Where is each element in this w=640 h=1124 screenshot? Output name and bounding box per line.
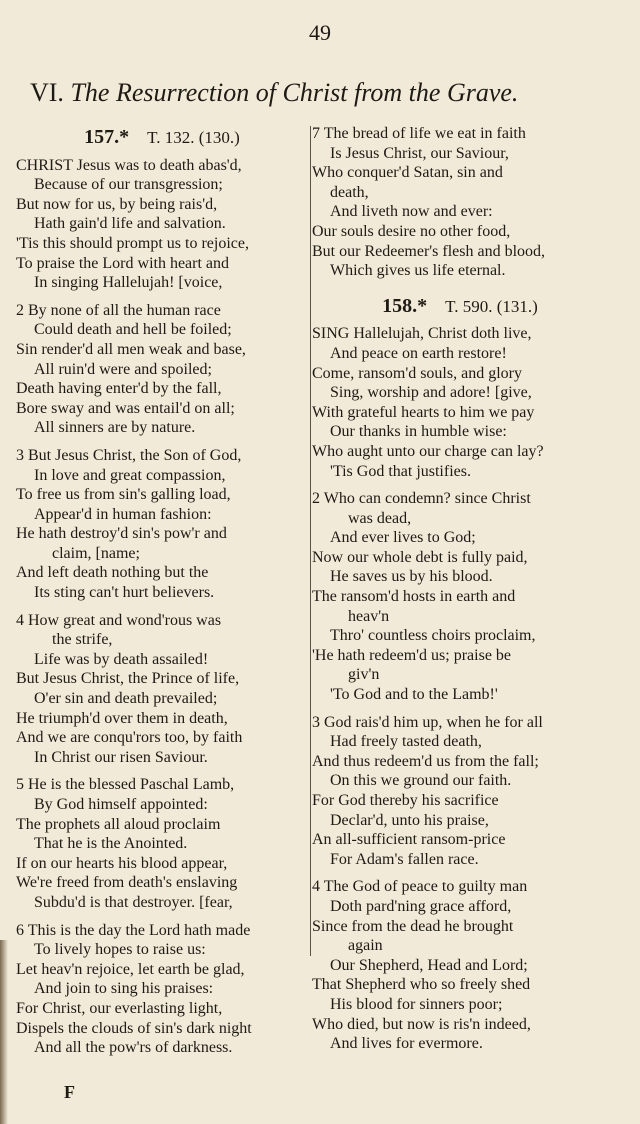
signature-mark: F: [64, 1082, 75, 1102]
verse-line: All ruin'd were and spoiled;: [34, 360, 212, 378]
verse-line: And lives for evermore.: [330, 1035, 483, 1053]
verse-line: And peace on earth restore!: [330, 344, 507, 362]
hymn-157-stanza-5: [16, 775, 308, 912]
verse-line: His blood for sinners poor;: [330, 995, 503, 1013]
verse-line: Who aught unto our charge can lay?: [312, 442, 544, 460]
verse-line: Come, ransom'd souls, and glory: [312, 364, 522, 382]
verse-line: Its sting can't hurt believers.: [34, 584, 215, 602]
verse-line: And thus redeem'd us from the fall;: [312, 752, 539, 770]
hymn-158-stanza-1: [312, 324, 608, 481]
verse-line: He hath destroy'd sin's pow'r and: [16, 525, 227, 543]
hymn-158-stanza-4: [312, 877, 608, 1053]
verse-line: And ever lives to God;: [330, 529, 476, 547]
verse-line: Declar'd, unto his praise,: [330, 811, 489, 829]
hymn-157-stanza-6: [16, 921, 308, 1058]
column-divider: [310, 126, 311, 956]
verse-line: With grateful hearts to him we pay: [312, 403, 535, 421]
right-column: [312, 124, 608, 1062]
verse-line: And join to sing his praises:: [34, 980, 214, 998]
verse-line: Appear'd in human fashion:: [34, 505, 212, 523]
verse-line: In singing Hallelujah! [voice,: [34, 274, 223, 292]
verse-line: All sinners are by nature.: [34, 419, 196, 437]
verse-line: Is Jesus Christ, our Saviour,: [330, 144, 509, 162]
verse-line: 4 How great and wond'rous was: [16, 611, 222, 629]
verse-line: To lively hopes to raise us:: [34, 941, 206, 959]
verse-line: If on our hearts his blood appear,: [16, 854, 228, 872]
verse-line: He triumph'd over them in death,: [16, 709, 228, 727]
verse-line: We're freed from death's enslaving: [16, 874, 238, 892]
verse-line: Let heav'n rejoice, let earth be glad,: [16, 960, 245, 978]
verse-line: giv'n: [348, 666, 380, 684]
verse-line: 4 The God of peace to guilty man: [312, 878, 528, 896]
hymn-157-stanza-4: [16, 611, 308, 768]
verse-line: 'Tis God that justifies.: [330, 462, 471, 480]
verse-line: 7 The bread of life we eat in faith: [312, 125, 526, 142]
verse-line: 6 This is the day the Lord hath made: [16, 921, 251, 939]
verse-line: again: [348, 937, 383, 955]
verse-line: To praise the Lord with heart and: [16, 254, 230, 272]
verse-line: 3 But Jesus Christ, the Son of God,: [16, 446, 242, 464]
verse-line: Our thanks in humble wise:: [330, 423, 507, 441]
verse-line: Since from the dead he brought: [312, 917, 514, 935]
section-title-text: The Resurrection of Christ from the Grave.: [70, 78, 519, 107]
verse-line: The ransom'd hosts in earth and: [312, 588, 516, 606]
hymn-157-stanza-1: [16, 156, 308, 293]
hymn-157-stanza-7: [312, 124, 608, 281]
verse-line: Dispels the clouds of sin's dark night: [16, 1019, 252, 1037]
page-edge-shadow: [0, 940, 8, 1124]
verse-line: heav'n: [348, 607, 390, 625]
hymn-alt-number: (130.): [198, 128, 240, 147]
hymn-157-stanza-3: [16, 446, 308, 603]
verse-line: Bore sway and was entail'd on all;: [16, 399, 235, 417]
verse-line: Which gives us life eternal.: [330, 262, 506, 280]
verse-line: Death having enter'd by the fall,: [16, 380, 222, 398]
verse-line: CHRIST Jesus was to death abas'd,: [16, 156, 242, 174]
verse-line: In love and great compassion,: [34, 466, 226, 484]
hymn-158-stanza-2: [312, 489, 608, 705]
verse-line: Our souls desire no other food,: [312, 222, 511, 240]
verse-line: the strife,: [52, 631, 113, 649]
verse-line: For God thereby his sacrifice: [312, 792, 499, 809]
section-title: [30, 78, 610, 108]
verse-line: Sin render'd all men weak and base,: [16, 340, 246, 358]
hymn-tune: T. 590.: [445, 296, 493, 316]
verse-line: Our Shepherd, Head and Lord;: [330, 956, 528, 974]
verse-line: O'er sin and death prevailed;: [34, 690, 218, 708]
hymn-157-stanza-2: [16, 301, 308, 438]
verse-line: To free us from sin's galling load,: [16, 486, 231, 504]
verse-line: Could death and hell be foiled;: [34, 321, 232, 339]
verse-line: SING Hallelujah, Christ doth live,: [312, 325, 532, 343]
verse-line: Sing, worship and adore! [give,: [330, 384, 532, 402]
verse-line: Hath gain'd life and salvation.: [34, 215, 226, 233]
hymn-158-stanza-3: [312, 713, 608, 870]
verse-line: But our Redeemer's flesh and blood,: [312, 242, 546, 260]
verse-line: By God himself appointed:: [34, 796, 208, 813]
verse-line: Because of our transgression;: [34, 176, 223, 194]
verse-line: An all-sufficient ransom-price: [312, 831, 506, 849]
hymn-number: 158.*: [382, 294, 428, 317]
hymn-157-header: [16, 128, 308, 148]
verse-line: 2 Who can condemn? since Christ: [312, 490, 531, 508]
verse-line: And all the pow'rs of darkness.: [34, 1039, 233, 1057]
verse-line: Doth pard'ning grace afford,: [330, 897, 512, 915]
verse-line: 'He hath redeem'd us; praise be: [312, 646, 512, 664]
verse-line: That Shepherd who so freely shed: [312, 976, 531, 994]
verse-line: He saves us by his blood.: [330, 568, 493, 586]
verse-line: Who died, but now is ris'n indeed,: [312, 1015, 531, 1033]
verse-line: Subdu'd is that destroyer. [fear,: [34, 893, 233, 911]
verse-line: was dead,: [348, 509, 412, 527]
verse-line: For Christ, our everlasting light,: [16, 999, 223, 1017]
verse-line: 3 God rais'd him up, when he for all: [312, 713, 543, 731]
verse-line: Who conquer'd Satan, sin and: [312, 164, 503, 182]
verse-line: In Christ our risen Saviour.: [34, 748, 208, 766]
verse-line: Life was by death assailed!: [34, 650, 209, 668]
hymn-alt-number: (131.): [496, 296, 538, 316]
verse-line: The prophets all aloud proclaim: [16, 815, 221, 833]
hymn-tune: T. 132.: [147, 128, 195, 147]
verse-line: 2 By none of all the human race: [16, 301, 221, 319]
verse-line: That he is the Anointed.: [34, 835, 188, 853]
left-column: [16, 124, 308, 1066]
verse-line: death,: [330, 183, 369, 201]
verse-line: 5 He is the blessed Paschal Lamb,: [16, 776, 235, 794]
verse-line: And left death nothing but the: [16, 564, 209, 582]
verse-line: For Adam's fallen race.: [330, 850, 479, 868]
section-roman: VI.: [30, 78, 64, 107]
verse-line: And we are conqu'rors too, by faith: [16, 729, 243, 747]
hymn-number: 157.*: [84, 126, 130, 148]
verse-line: claim, [name;: [52, 544, 140, 562]
verse-line: But Jesus Christ, the Prince of life,: [16, 670, 240, 688]
hymn-158-header: [312, 294, 608, 317]
verse-line: 'Tis this should prompt us to rejoice,: [16, 234, 249, 252]
verse-line: 'To God and to the Lamb!': [330, 686, 498, 704]
verse-line: Had freely tasted death,: [330, 733, 482, 751]
verse-line: But now for us, by being rais'd,: [16, 195, 218, 213]
verse-line: On this we ground our faith.: [330, 772, 512, 790]
verse-line: Thro' countless choirs proclaim,: [330, 627, 536, 645]
verse-line: And liveth now and ever:: [330, 203, 493, 221]
verse-line: Now our whole debt is fully paid,: [312, 548, 528, 566]
page-number: 49: [309, 20, 331, 45]
